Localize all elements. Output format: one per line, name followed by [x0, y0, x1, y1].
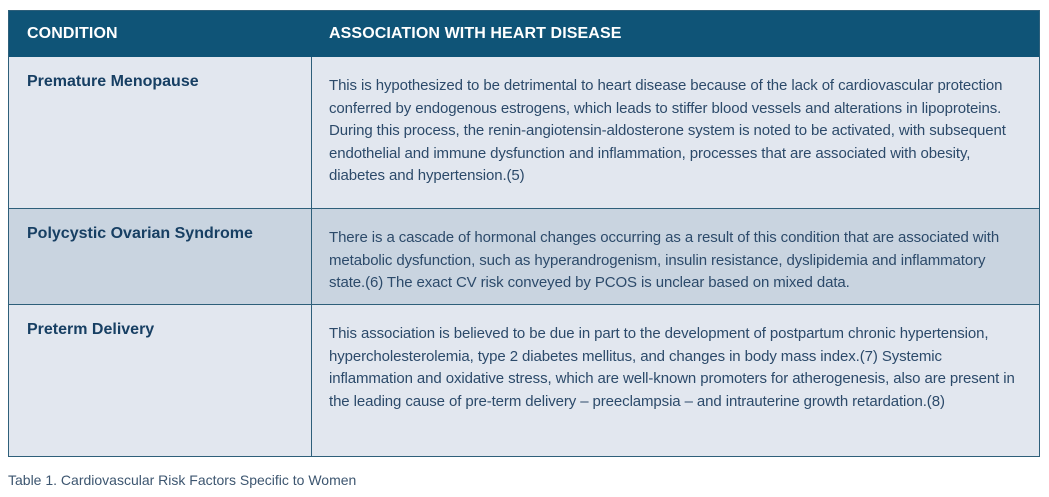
risk-factors-table	[8, 10, 1040, 457]
condition-cell: Premature Menopause	[27, 73, 199, 90]
association-cell: There is a cascade of hormonal changes occurring as a result of this condition that are associated with metabolic dysfunction, such as hyperandrogenism, insulin resistance, dyslipidemia and inflammatory state.(6) The exact CV risk conveyed by PCOS is unclear based on mixed data.	[329, 229, 1000, 291]
column-divider	[311, 209, 312, 304]
table-row	[9, 57, 1039, 209]
column-divider	[311, 57, 312, 208]
table-caption: Table 1. Cardiovascular Risk Factors Specific to Women	[8, 472, 357, 488]
table-row	[9, 305, 1039, 456]
table-row	[9, 209, 1039, 305]
association-cell: This association is believed to be due in part to the development of postpartum chronic hypertension, hypercholesterolemia, type 2 diabetes mellitus, and changes in body mass index.(7) Systemic inflammation and oxidative stress, which are well-known promoters for atherogenesis, also are present in the leading cause of pre-term delivery – preeclampsia – and intrauterine growth retardation.(8)	[329, 325, 1015, 410]
column-divider	[311, 305, 312, 456]
header-association: ASSOCIATION WITH HEART DISEASE	[329, 25, 622, 42]
table-header-row	[9, 11, 1039, 57]
header-condition: CONDITION	[27, 25, 118, 42]
condition-cell: Preterm Delivery	[27, 321, 155, 338]
association-cell: This is hypothesized to be detrimental to heart disease because of the lack of cardiovascular protection conferred by endogenous estrogens, which leads to stiffer blood vessels and alterations in lipoproteins. During this process, the renin-angiotensin-aldosterone system is noted to be activated, with subsequent endothelial and immune dysfunction and inflammation, processes that are associated with obesity, diabetes and hypertension.(5)	[329, 77, 1006, 184]
condition-cell: Polycystic Ovarian Syndrome	[27, 225, 253, 242]
